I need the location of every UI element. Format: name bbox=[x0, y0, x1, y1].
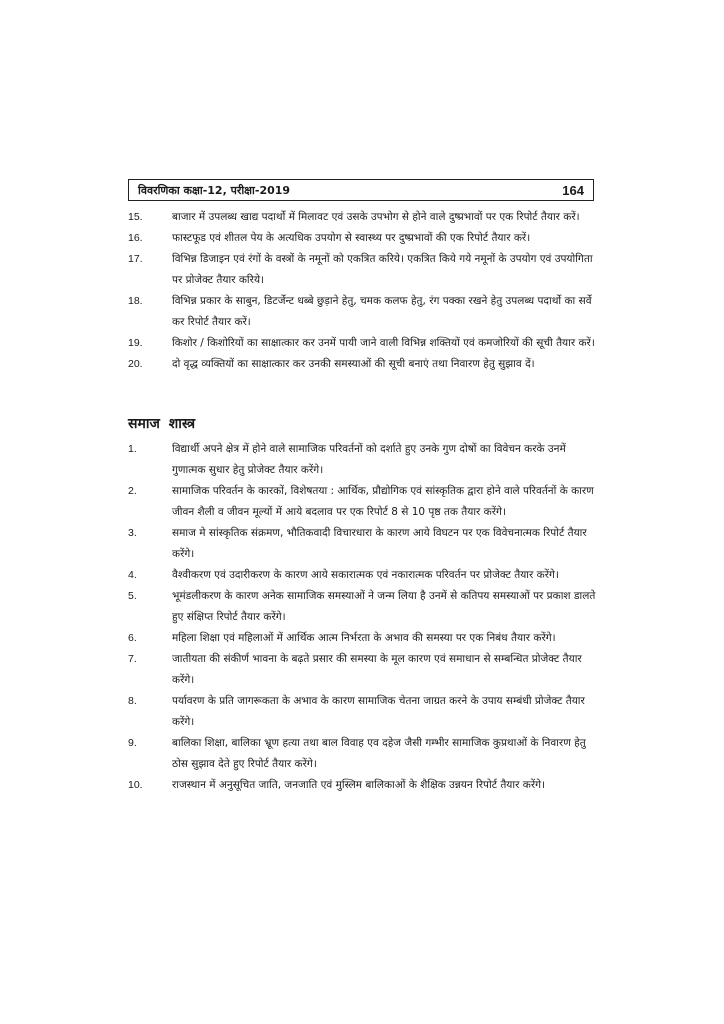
item-number: 6. bbox=[128, 632, 137, 644]
list-item bbox=[128, 249, 600, 291]
item-number: 5. bbox=[128, 590, 137, 602]
list-item bbox=[128, 439, 600, 481]
item-text: जातीयता की संकीर्ण भावना के बढ़ते प्रसार की समस्या के मूल कारण एवं समाधान से सम्बन्धित प्रोजेक्ट तैयार करेंगे। bbox=[172, 653, 582, 686]
list-item bbox=[128, 733, 600, 775]
list-item bbox=[128, 481, 600, 523]
item-number: 4. bbox=[128, 569, 137, 581]
list-item bbox=[128, 775, 600, 796]
item-text: फास्टफूड एवं शीतल पेय के अत्यधिक उपयोग से स्वास्थ्य पर दुष्प्रभावों की एक रिपोर्ट तैयार करें। bbox=[172, 232, 531, 244]
list-item bbox=[128, 291, 600, 333]
item-text: समाज मे सांस्कृतिक संक्रमण, भौतिकवादी विचारधारा के कारण आये विघटन पर एक विवेचनात्मक रिपोर्ट तैयार करेंगे। bbox=[172, 527, 587, 560]
item-text: भूमंडलीकरण के कारण अनेक सामाजिक समस्याओं ने जन्म लिया है उनमें से कतिपय समस्याओं पर प्रकाश डालते हुए संक्षिप्त रिपोर्ट तैयार करेंगे। bbox=[172, 590, 596, 623]
list-item bbox=[128, 565, 600, 586]
item-text: पर्यावरण के प्रति जागरूकता के अभाव के कारण सामाजिक चेतना जाग्रत करने के उपाय सम्बंधी प्रोजेक्ट तैयार करेंगे। bbox=[172, 695, 585, 728]
item-text: सामाजिक परिवर्तन के कारकों, विशेषतया : आर्थिक, प्रौद्योगिक एवं सांस्कृतिक द्वारा होने वाले परिवर्तनों के कारण जीवन शैली व जीवन मूल्यों में आये बदलाव पर एक रिपोर्ट 8 से 10 पृष्ठ तक तैयार करेंगे। bbox=[172, 485, 594, 518]
list-item bbox=[128, 333, 600, 354]
list-item bbox=[128, 207, 600, 228]
sociology-project-list bbox=[128, 439, 600, 796]
item-text: किशोर / किशोरियों का साक्षात्कार कर उनमें पायी जाने वाली विभिन्न शक्तियों एवं कमजोरियों की सूची तैयार करें। bbox=[172, 337, 595, 349]
list-item bbox=[128, 228, 600, 249]
item-text: विभिन्न डिजाइन एवं रंगों के वस्त्रों के नमूनों को एकत्रित करिये। एकत्रित किये गये नमूनों के उपयोग एवं उपयोगिता पर प्रोजेक्ट तैयार करिये। bbox=[172, 253, 593, 286]
item-text: विद्यार्थी अपने क्षेत्र में होने वाले सामाजिक परिवर्तनों को दर्शाते हुए उनके गुण दोषों का विवेचन करके उनमें गुणात्मक सुधार हेतु प्रोजेक्ट तैयार करेंगे। bbox=[172, 443, 566, 476]
item-number: 17. bbox=[128, 253, 143, 265]
header-title: विवरणिका कक्षा-12, परीक्षा-2019 bbox=[138, 183, 291, 197]
item-number: 10. bbox=[128, 779, 143, 791]
item-number: 2. bbox=[128, 485, 137, 497]
item-number: 15. bbox=[128, 211, 143, 223]
list-item bbox=[128, 691, 600, 733]
item-number: 16. bbox=[128, 232, 143, 244]
item-number: 7. bbox=[128, 653, 137, 665]
item-number: 9. bbox=[128, 737, 137, 749]
page-number: 164 bbox=[562, 182, 584, 198]
list-item bbox=[128, 354, 600, 375]
home-science-project-list bbox=[128, 207, 600, 375]
list-item bbox=[128, 628, 600, 649]
list-item bbox=[128, 523, 600, 565]
item-text: दो वृद्ध व्यक्तियों का साक्षात्कार कर उनकी समस्याओं की सूची बनाएं तथा निवारण हेतु सुझाव दें। bbox=[172, 358, 535, 370]
item-text: वैश्वीकरण एवं उदारीकरण के कारण आये सकारात्मक एवं नकारात्मक परिवर्तन पर प्रोजेक्ट तैयार करेंगे। bbox=[172, 569, 559, 581]
item-number: 20. bbox=[128, 358, 143, 370]
item-number: 8. bbox=[128, 695, 137, 707]
item-text: बालिका शिक्षा, बालिका भ्रूण हत्या तथा बाल विवाह एव दहेज जैसी गम्भीर सामाजिक कुप्रथाओं के निवारण हेतु ठोस सुझाव देते हुए रिपोर्ट तैयार करेंगे। bbox=[172, 737, 586, 770]
list-item bbox=[128, 586, 600, 628]
item-text: विभिन्न प्रकार के साबुन, डिटर्जेन्ट धब्बे छुड़ाने हेतु, चमक कलफ हेतु, रंग पक्का रखने हेतु उपलब्ध पदार्थो का सर्वे कर रिपोर्ट तैयार करें। bbox=[172, 295, 592, 328]
item-number: 1. bbox=[128, 443, 137, 455]
item-text: बाजार में उपलब्ध खाद्य पदार्थो में मिलावट एवं उसके उपभोग से होने वाले दुष्प्रभावों पर एक रिपोर्ट तैयार करें। bbox=[172, 211, 580, 223]
item-number: 3. bbox=[128, 527, 137, 539]
item-text: महिला शिक्षा एवं महिलाओं में आर्थिक आत्म निर्भरता के अभाव की समस्या पर एक निबंध तैयार करेंगे। bbox=[172, 632, 556, 644]
list-item bbox=[128, 649, 600, 691]
section-heading: समाज शास्त्र bbox=[128, 416, 196, 432]
item-number: 18. bbox=[128, 295, 143, 307]
item-number: 19. bbox=[128, 337, 143, 349]
item-text: राजस्थान में अनुसूचित जाति, जनजाति एवं मुस्लिम बालिकाओं के शैक्षिक उन्नयन रिपोर्ट तैयार करेंगे। bbox=[172, 779, 546, 791]
page-header bbox=[128, 179, 594, 201]
